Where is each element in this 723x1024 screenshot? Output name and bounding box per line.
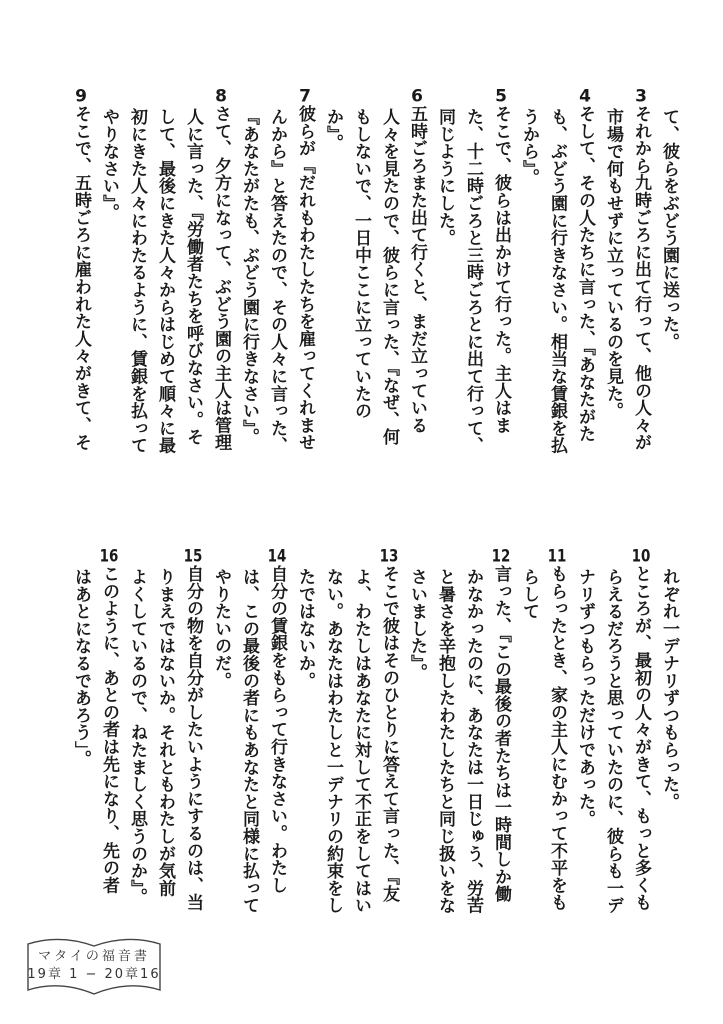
verse-number: 6 (411, 88, 423, 105)
verse-number: 15 (183, 548, 203, 565)
verse-column-start (543, 548, 571, 948)
text-column (319, 548, 347, 948)
verse-text: ナリずつもらっただけであった。 (575, 568, 595, 828)
text-column (207, 548, 235, 948)
text-column (95, 88, 123, 488)
text-block-top (67, 88, 683, 488)
book-title: マタイの福音書 (38, 949, 150, 964)
text-column (291, 548, 319, 948)
verse-text: やりたいのだ。 (211, 568, 231, 690)
verse-text: ない。あなたはわたしと一デナリの約束をし (323, 568, 343, 914)
text-column (431, 88, 459, 488)
verse-number: 14 (267, 548, 287, 565)
text-column (347, 88, 375, 488)
verse-text: か』。 (323, 108, 343, 152)
verse-text: もしないで、一日中ここに立っていたの (351, 108, 371, 420)
verse-text: 言った、『この最後の者たちは一時間しか働 (491, 565, 511, 903)
verse-column-start (179, 548, 207, 948)
verse-number: 9 (75, 88, 87, 105)
verse-text: うから』。 (519, 108, 539, 186)
verse-text: はあとになるであろう」。 (71, 568, 91, 768)
verse-text: ところが、最初の人々がきて、もっと多くも (631, 565, 651, 911)
verse-text: らえるだろうと思っていたのに、彼らも一デ (603, 568, 623, 914)
text-column (599, 88, 627, 488)
verse-text: 人に言った、『労働者たちを呼びなさい。そ (183, 108, 203, 446)
verse-text: たではないか。 (295, 568, 315, 690)
verse-number: 5 (495, 88, 507, 105)
verse-text: 初にきた人々にわたるように、賃銀を払って (127, 108, 147, 454)
verse-text: は、この最後の者にもあなたと同様に払って (239, 568, 259, 914)
verse-text: 同じようにした。 (435, 108, 455, 247)
verse-text: 彼らが『だれもわたしたちを雇ってくれませ (295, 105, 315, 451)
text-column (235, 88, 263, 488)
verse-number: 3 (635, 88, 647, 105)
verse-text: やりなさい』。 (99, 108, 119, 221)
text-column (123, 88, 151, 488)
text-column (515, 548, 543, 948)
verse-text: さいました』。 (407, 568, 427, 681)
verse-text: それから九時ごろに出て行って、他の人々が (631, 105, 651, 451)
verse-column-start (375, 548, 403, 948)
verse-number: 7 (299, 88, 311, 105)
verse-column-start (291, 88, 319, 488)
text-column (655, 88, 683, 488)
text-column (263, 88, 291, 488)
verse-text: よくしているので、ねたましく思うのか』。 (127, 568, 147, 906)
verse-text: 人々を見たので、彼らに言った、『なぜ、何 (379, 108, 399, 446)
verse-text: て、彼らをぶどう園に送った。 (659, 108, 679, 351)
verse-column-start (67, 88, 95, 488)
verse-column-start (627, 548, 655, 948)
verse-column-start (487, 88, 515, 488)
text-column (375, 88, 403, 488)
text-column (347, 548, 375, 948)
text-column (151, 88, 179, 488)
verse-number: 4 (579, 88, 591, 105)
verse-text: らして (519, 568, 539, 620)
verse-text: して、最後にきた人々からはじめて順々に最 (155, 108, 175, 454)
text-column (459, 548, 487, 948)
verse-text: と暑さを辛抱したわたしたちと同じ扱いをな (435, 568, 455, 914)
verse-text: よ、わたしはあなたに対して不正をしてはい (351, 568, 371, 914)
verse-text: んから』と答えたので、その人々に言った、 (267, 108, 287, 454)
verse-number: 11 (547, 548, 567, 565)
verse-column-start (403, 88, 431, 488)
verse-text: もらったとき、家の主人にむかって不平をも (547, 565, 567, 911)
verse-text: 市場で何もせずに立っているのを見た。 (603, 108, 623, 420)
verse-text: も、ぶどう園に行きなさい。相当な賃銀を払 (547, 108, 567, 454)
verse-text: このように、あとの者は先になり、先の者 (99, 565, 119, 894)
verse-text: た、十二時ごろと三時ごろとに出て行って、 (463, 108, 483, 454)
text-column (571, 548, 599, 948)
verse-text: 『あなたがたも、ぶどう園に行きなさい』。 (239, 108, 259, 446)
text-block-bottom (67, 548, 683, 948)
verse-column-start (95, 548, 123, 948)
text-column (655, 548, 683, 948)
text-column (459, 88, 487, 488)
text-column (431, 548, 459, 948)
verse-column-start (487, 548, 515, 948)
verse-number: 10 (631, 548, 651, 565)
text-column (67, 548, 95, 948)
verse-text: さて、夕方になって、ぶどう園の主人は管理 (211, 105, 231, 451)
verse-text: そこで、彼らは出かけて行った。主人はま (491, 105, 511, 434)
verse-text: 五時ごろまた出て行くと、まだ立っている (407, 105, 427, 434)
text-column (235, 548, 263, 948)
verse-text: 自分の賃銀をもらって行きなさい。わたし (267, 565, 287, 894)
verse-text: れぞれ一デナリずつもらった。 (659, 568, 679, 811)
text-column (123, 548, 151, 948)
verse-column-start (627, 88, 655, 488)
text-column (179, 88, 207, 488)
verse-text: そして、その人たちに言った、『あなたがた (575, 105, 595, 443)
verse-number: 8 (215, 88, 227, 105)
chapter-reference: 19章 1 − 20章16 (27, 967, 161, 982)
verse-text: 自分の物を自分がしたいようにするのは、当 (183, 565, 203, 911)
verse-text: そこで彼はそのひとりに答えて言った、『友 (379, 565, 399, 903)
text-column (515, 88, 543, 488)
text-column (543, 88, 571, 488)
verse-number: 12 (491, 548, 511, 565)
verse-text: かなかったのに、あなたは一日じゅう、労苦 (463, 568, 483, 914)
verse-column-start (207, 88, 235, 488)
text-column (599, 548, 627, 948)
text-column (151, 548, 179, 948)
verse-column-start (263, 548, 291, 948)
verse-number: 13 (379, 548, 399, 565)
verse-number: 16 (99, 548, 119, 565)
verse-text: りまえではないか。それともわたしが気前 (155, 568, 175, 897)
verse-column-start (571, 88, 599, 488)
text-column (403, 548, 431, 948)
book-reference-label (24, 936, 164, 996)
verse-text: そこで、五時ごろに雇われた人々がきて、そ (71, 105, 91, 451)
text-column (319, 88, 347, 488)
